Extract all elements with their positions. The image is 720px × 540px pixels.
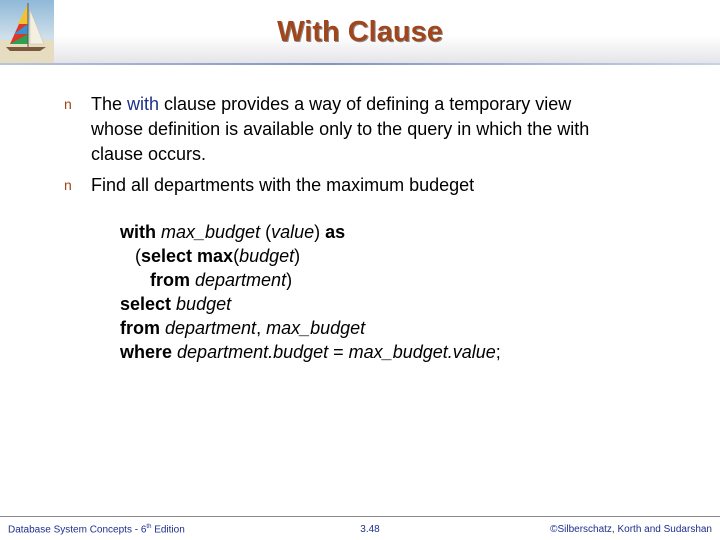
code-line-2: (select max(budget) [120, 246, 301, 266]
header-divider [0, 63, 720, 65]
sql-query-block [120, 220, 501, 364]
footer-divider [0, 516, 720, 517]
footer-copyright: ©Silberschatz, Korth and Sudarshan [550, 524, 712, 535]
code-line-5: from department, max_budget [120, 318, 366, 338]
footer-book-title: Database System Concepts - 6th Edition [8, 524, 185, 536]
bullet-find-departments [64, 173, 664, 198]
slide-title: With Clause [277, 16, 443, 48]
bullet-text: Find all departments with the maximum budeget [91, 175, 475, 195]
code-line-1: with max_budget (value) as [120, 222, 346, 242]
bullet-marker: n [64, 177, 72, 193]
bullet-with-clause-definition [64, 92, 664, 167]
footer-page-number: 3.48 [360, 524, 380, 535]
code-line-3: from department) [150, 270, 293, 290]
code-line-6: where department.budget = max_budget.value; [120, 342, 501, 362]
keyword-with: with [127, 94, 160, 114]
bullet-text: The with clause provides a way of defining a temporary view whose definition is available only to the query in which the with clause occurs. [91, 94, 590, 164]
bullet-marker: n [64, 96, 72, 112]
code-line-4: select budget [120, 294, 232, 314]
